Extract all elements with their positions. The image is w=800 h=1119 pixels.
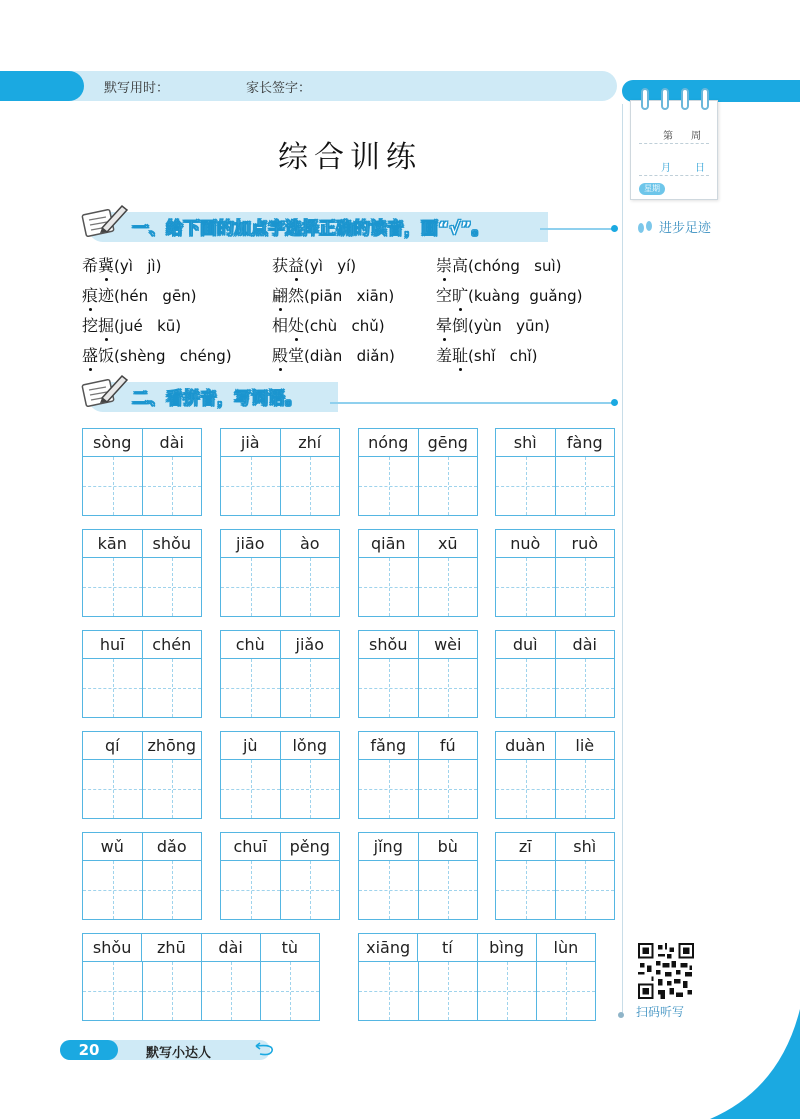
guide-line	[507, 962, 508, 1020]
writing-grid	[82, 933, 320, 1021]
word-item	[436, 253, 562, 276]
writing-box[interactable]	[142, 558, 201, 616]
pinyin-row	[221, 530, 339, 558]
guide-line	[251, 760, 252, 818]
word-char: 迹	[98, 286, 115, 305]
writing-box[interactable]	[83, 659, 142, 717]
pinyin-cell: duì	[496, 631, 556, 658]
guide-line	[251, 861, 252, 919]
pinyin-cell: bìng	[478, 934, 537, 961]
writing-box[interactable]	[359, 760, 418, 818]
word-char: 羞	[436, 346, 453, 365]
writing-box[interactable]	[359, 659, 418, 717]
writing-box[interactable]	[555, 659, 614, 717]
dotted-char: 盛	[82, 346, 99, 365]
word-item	[82, 283, 197, 306]
pinyin-cell: ruò	[571, 534, 598, 553]
guide-line	[448, 760, 449, 818]
writing-box[interactable]	[359, 558, 418, 616]
calendar-ring-icon	[681, 88, 689, 110]
guide-line	[172, 558, 173, 616]
writing-grid	[495, 731, 615, 819]
dotted-char: 处	[288, 316, 305, 335]
dictation-time-label: 默写用时：	[104, 81, 170, 96]
writing-box[interactable]	[555, 558, 614, 616]
pinyin-row	[359, 530, 477, 558]
word-item	[82, 253, 161, 276]
word-item	[82, 343, 232, 366]
dotted-char: 旷	[452, 286, 469, 305]
writing-box[interactable]	[496, 861, 555, 919]
dotted-char: 晕	[436, 316, 453, 335]
writing-grid	[495, 529, 615, 617]
pinyin-cell: dài	[202, 934, 261, 961]
pinyin-options: (diàn diǎn)	[304, 347, 395, 365]
guide-line	[585, 558, 586, 616]
word-item	[436, 313, 550, 336]
pinyin-cell: shǒu	[152, 534, 191, 553]
writing-box[interactable]	[83, 760, 142, 818]
guide-line	[526, 457, 527, 515]
section1-title: 一、给下面的加点字选择正确的读音，画“√”。	[132, 219, 489, 239]
book-title: 默写小达人	[146, 1046, 212, 1061]
guide-line	[251, 457, 252, 515]
month-label: 月	[661, 163, 671, 174]
header-tab	[0, 71, 84, 101]
guide-line	[251, 659, 252, 717]
guide-line	[172, 659, 173, 717]
pinyin-row	[83, 934, 319, 962]
writing-box[interactable]	[221, 861, 280, 919]
pinyin-cell: sòng	[83, 429, 143, 456]
pinyin-cell: jù	[221, 732, 281, 759]
pinyin-row	[496, 833, 614, 861]
page-number: 20	[60, 1040, 118, 1060]
writing-box[interactable]	[359, 457, 418, 515]
writing-box[interactable]	[418, 659, 477, 717]
dotted-char: 耻	[452, 346, 469, 365]
pinyin-cell: lùn	[553, 938, 579, 957]
pinyin-cell: chuī	[221, 833, 281, 860]
guide-line	[172, 861, 173, 919]
pinyin-row	[221, 429, 339, 457]
section1-dot	[611, 225, 618, 232]
pinyin-options: (kuàng guǎng)	[468, 287, 583, 305]
weekday-badge: 星期	[639, 183, 665, 195]
pinyin-cell: lǒng	[292, 736, 328, 755]
pinyin-cell: xiāng	[359, 934, 418, 961]
guide-line	[310, 558, 311, 616]
writing-grid	[220, 529, 340, 617]
pinyin-cell: chén	[152, 635, 192, 654]
writing-grid	[358, 630, 478, 718]
guide-line	[585, 861, 586, 919]
writing-box[interactable]	[221, 558, 280, 616]
pinyin-cell: fú	[439, 736, 456, 755]
pinyin-cell: tù	[281, 938, 299, 957]
word-char: 然	[288, 286, 305, 305]
guide-line	[585, 457, 586, 515]
pinyin-row	[221, 631, 339, 659]
pinyin-cell: nuò	[496, 530, 556, 557]
word-char: 倒	[452, 316, 469, 335]
pinyin-row	[359, 732, 477, 760]
dotted-char: 殿	[272, 346, 289, 365]
writing-grid	[495, 832, 615, 920]
section2-title: 二、看拼音，写词语。	[132, 389, 302, 409]
pinyin-cell: pěng	[289, 837, 330, 856]
pinyin-cell: jià	[221, 429, 281, 456]
pinyin-cell: wèi	[434, 635, 462, 654]
writing-box[interactable]	[555, 861, 614, 919]
pinyin-cell: ào	[299, 534, 320, 553]
pinyin-cell: qiān	[359, 530, 419, 557]
word-item	[272, 343, 395, 366]
calendar-ring-icon	[661, 88, 669, 110]
writing-box[interactable]	[260, 962, 319, 1020]
writing-box[interactable]	[83, 558, 142, 616]
pinyin-options: (yì yí)	[304, 257, 357, 275]
pinyin-options: (chóng suì)	[468, 257, 562, 275]
calendar-ring-icon	[641, 88, 649, 110]
pinyin-cell: huī	[83, 631, 143, 658]
word-char: 获	[272, 256, 289, 275]
writing-grid	[82, 529, 202, 617]
pinyin-cell: chù	[221, 631, 281, 658]
writing-box[interactable]	[555, 457, 614, 515]
pinyin-cell: xū	[437, 534, 458, 553]
pinyin-cell: jiāo	[221, 530, 281, 557]
writing-box[interactable]	[359, 861, 418, 919]
word-item	[82, 313, 181, 336]
writing-grid	[358, 933, 596, 1021]
guide-line	[172, 760, 173, 818]
pinyin-row	[496, 631, 614, 659]
writing-grid	[220, 731, 340, 819]
guide-line	[113, 558, 114, 616]
writing-box[interactable]	[418, 962, 477, 1020]
pinyin-row	[83, 833, 201, 861]
pinyin-cell: jǐng	[359, 833, 419, 860]
writing-box[interactable]	[142, 659, 201, 717]
writing-box[interactable]	[280, 760, 339, 818]
section2-dot	[611, 399, 618, 406]
word-item	[272, 253, 356, 276]
guide-line	[389, 558, 390, 616]
guide-line	[113, 659, 114, 717]
guide-line	[448, 962, 449, 1020]
parent-sign-label: 家长签字：	[246, 81, 312, 96]
margin-dot	[618, 1012, 624, 1018]
pinyin-row	[496, 429, 614, 457]
guide-line	[113, 962, 114, 1020]
pinyin-cell: fàng	[566, 433, 603, 452]
guide-line	[585, 659, 586, 717]
writing-box[interactable]	[83, 457, 142, 515]
pinyin-cell: liè	[575, 736, 595, 755]
writing-box[interactable]	[496, 558, 555, 616]
pinyin-cell: kān	[83, 530, 143, 557]
writing-grid	[358, 529, 478, 617]
pinyin-cell: fǎng	[359, 732, 419, 759]
word-char: 高	[452, 256, 469, 275]
pinyin-cell: dài	[159, 433, 184, 452]
writing-box[interactable]	[142, 760, 201, 818]
writing-box[interactable]	[496, 760, 555, 818]
word-char: 希	[82, 256, 99, 275]
pinyin-options: (yùn yūn)	[468, 317, 550, 335]
writing-box[interactable]	[418, 558, 477, 616]
word-item	[436, 283, 582, 306]
writing-box[interactable]	[142, 861, 201, 919]
guide-line	[251, 558, 252, 616]
pencil-note-icon	[80, 200, 130, 240]
progress-label: 进步足迹	[659, 221, 712, 236]
pinyin-row	[83, 631, 201, 659]
pencil-note-icon	[80, 370, 130, 410]
writing-box[interactable]	[555, 760, 614, 818]
pinyin-row	[496, 732, 614, 760]
writing-box[interactable]	[221, 659, 280, 717]
guide-line	[526, 659, 527, 717]
guide-line	[113, 457, 114, 515]
writing-box[interactable]	[83, 861, 142, 919]
section1-line	[540, 228, 614, 230]
page-title: 综合训练	[278, 140, 422, 175]
pinyin-cell: nóng	[359, 429, 419, 456]
writing-grid	[220, 832, 340, 920]
pinyin-row	[359, 833, 477, 861]
margin-line	[622, 104, 623, 1014]
guide-line	[526, 760, 527, 818]
week-suffix: 周	[691, 131, 701, 142]
pinyin-row	[83, 429, 201, 457]
dotted-char: 翩	[272, 286, 289, 305]
writing-box[interactable]	[83, 962, 142, 1020]
guide-line	[389, 861, 390, 919]
pinyin-cell: gēng	[427, 433, 468, 452]
word-char: 堂	[288, 346, 305, 365]
pinyin-cell: dǎo	[156, 837, 187, 856]
pinyin-options: (piān xiān)	[304, 287, 395, 305]
guide-line	[389, 962, 390, 1020]
guide-line	[526, 861, 527, 919]
guide-line	[172, 962, 173, 1020]
guide-line	[231, 962, 232, 1020]
writing-box[interactable]	[142, 962, 201, 1020]
pinyin-cell: wǔ	[83, 833, 143, 860]
writing-box[interactable]	[496, 457, 555, 515]
guide-line	[389, 457, 390, 515]
writing-box[interactable]	[201, 962, 260, 1020]
writing-box[interactable]	[221, 760, 280, 818]
guide-line	[290, 962, 291, 1020]
dotted-char: 崇	[436, 256, 453, 275]
dotted-char: 痕	[82, 286, 99, 305]
pinyin-cell: shǒu	[359, 631, 419, 658]
pinyin-row	[359, 429, 477, 457]
writing-box[interactable]	[221, 457, 280, 515]
pinyin-options: (shǐ chǐ)	[468, 347, 538, 365]
writing-box[interactable]	[418, 457, 477, 515]
pinyin-cell: jiǎo	[295, 635, 324, 654]
pinyin-cell: tí	[418, 934, 477, 961]
pinyin-cell: shì	[573, 837, 597, 856]
guide-line	[448, 659, 449, 717]
writing-box[interactable]	[280, 558, 339, 616]
guide-line	[389, 760, 390, 818]
writing-box[interactable]	[280, 861, 339, 919]
qr-code-icon[interactable]	[638, 943, 694, 999]
pinyin-cell: duàn	[496, 732, 556, 759]
pinyin-options: (yì jì)	[114, 257, 162, 275]
pinyin-cell: shǒu	[83, 934, 142, 961]
footprint-icon	[636, 220, 654, 234]
pinyin-row	[221, 732, 339, 760]
guide-line	[310, 659, 311, 717]
pinyin-cell: dài	[572, 635, 597, 654]
dotted-char: 冀	[98, 256, 115, 275]
writing-box[interactable]	[359, 962, 418, 1020]
pinyin-options: (hén gēn)	[114, 287, 197, 305]
pinyin-cell: bù	[437, 837, 458, 856]
pinyin-cell: zhū	[142, 934, 201, 961]
pinyin-row	[496, 530, 614, 558]
writing-box[interactable]	[418, 760, 477, 818]
writing-box[interactable]	[496, 659, 555, 717]
pinyin-cell: zī	[496, 833, 556, 860]
pinyin-row	[359, 934, 595, 962]
writing-grid	[358, 428, 478, 516]
guide-line	[113, 760, 114, 818]
writing-grid	[495, 428, 615, 516]
guide-line	[172, 457, 173, 515]
pinyin-options: (shèng chéng)	[114, 347, 232, 365]
word-item	[272, 313, 385, 336]
calendar-ring-icon	[701, 88, 709, 110]
day-label: 日	[695, 163, 705, 174]
word-char: 饭	[98, 346, 115, 365]
qr-caption: 扫码听写	[636, 1005, 685, 1019]
writing-box[interactable]	[536, 962, 595, 1020]
writing-grid	[82, 731, 202, 819]
pinyin-options: (chù chǔ)	[304, 317, 385, 335]
pinyin-row	[221, 833, 339, 861]
writing-grid	[220, 428, 340, 516]
dotted-char: 掘	[98, 316, 115, 335]
guide-line	[448, 861, 449, 919]
word-char: 挖	[82, 316, 99, 335]
writing-box[interactable]	[418, 861, 477, 919]
pinyin-cell: shì	[496, 429, 556, 456]
section2-line	[330, 402, 614, 404]
progress-footprint	[636, 217, 711, 236]
pinyin-row	[83, 732, 201, 760]
word-item	[436, 343, 537, 366]
writing-grid	[82, 630, 202, 718]
guide-line	[566, 962, 567, 1020]
guide-line	[526, 558, 527, 616]
writing-grid	[82, 428, 202, 516]
writing-box[interactable]	[280, 457, 339, 515]
writing-grid	[220, 630, 340, 718]
corner-decoration	[710, 1009, 800, 1119]
pinyin-row	[83, 530, 201, 558]
guide-line	[448, 457, 449, 515]
word-item	[272, 283, 394, 306]
week-label: 第	[663, 131, 673, 142]
pinyin-options: (jué kū)	[114, 317, 182, 335]
pinyin-cell: zhōng	[147, 736, 197, 755]
word-char: 空	[436, 286, 453, 305]
writing-grid	[358, 832, 478, 920]
writing-box[interactable]	[280, 659, 339, 717]
guide-line	[310, 760, 311, 818]
guide-line	[113, 861, 114, 919]
pinyin-cell: qí	[83, 732, 143, 759]
guide-line	[448, 558, 449, 616]
guide-line	[585, 760, 586, 818]
guide-line	[310, 457, 311, 515]
pinyin-row	[359, 631, 477, 659]
guide-line	[310, 861, 311, 919]
guide-line	[389, 659, 390, 717]
word-char: 相	[272, 316, 289, 335]
curl-arrow-icon	[254, 1042, 276, 1058]
writing-grid	[82, 832, 202, 920]
writing-box[interactable]	[142, 457, 201, 515]
writing-grid	[495, 630, 615, 718]
writing-grid	[358, 731, 478, 819]
dotted-char: 益	[288, 256, 305, 275]
pinyin-cell: zhí	[298, 433, 322, 452]
writing-box[interactable]	[477, 962, 536, 1020]
